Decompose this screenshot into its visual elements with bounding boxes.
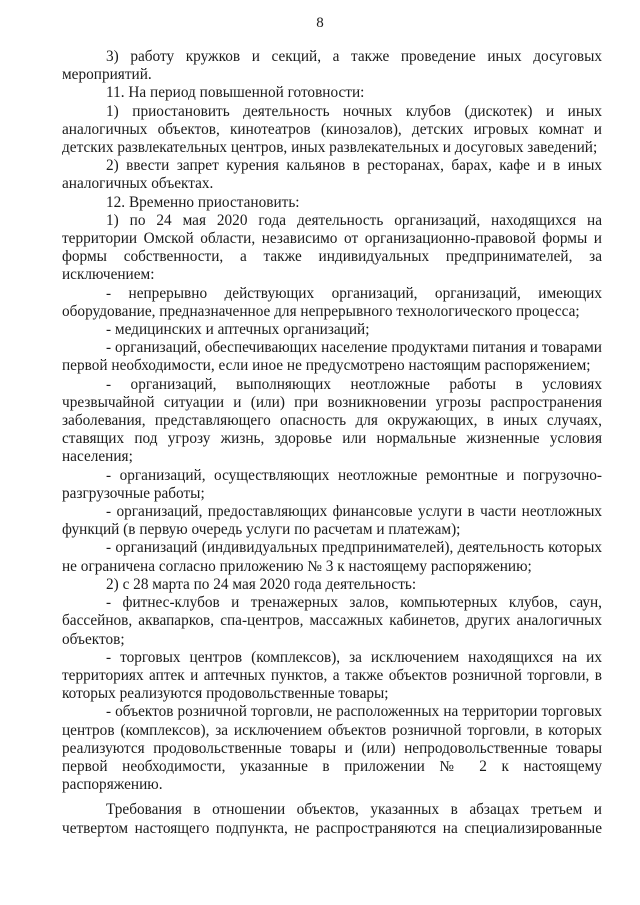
document-body [62, 48, 602, 838]
list-item-financial-services: - организаций, предоставляющих финансовые услуги в части неотложных функций (в первую очередь услуги по расчетам и платежам); [62, 503, 602, 539]
list-item-fitness-clubs: - фитнес-клубов и тренажерных залов, компьютерных клубов, саун, бассейнов, аквапарков, спа-центров, массажных кабинетов, других аналогичных объектов; [62, 594, 602, 648]
paragraph-3-leisure-events: 3) работу кружков и секций, а также проведение иных досуговых мероприятий. [62, 48, 602, 84]
paragraph-12-heading: 12. Временно приостановить: [106, 193, 300, 211]
list-item-appendix-3: - организаций (индивидуальных предпринимателей), деятельность которых не ограничена согласно приложению № 3 к настоящему распоряжению; [62, 539, 602, 575]
paragraph-12-1-organizations: 1) по 24 мая 2020 года деятельность организаций, находящихся на территории Омской области, независимо от организационно-правовой формы и формы собственности, а также индивидуальных предпринимателей, за исключением: [62, 211, 602, 284]
page-number: 8 [316, 15, 324, 31]
list-item-medical-organizations: - медицинских и аптечных организаций; [106, 321, 370, 339]
list-item-emergency-works: - организаций, выполняющих неотложные работы в условиях чрезвычайной ситуации и (или) при возникновении угрозы распространения заболевания, представляющего опасность для окружающих, в иных случаях, ставящих под угрозу жизнь, здоровье или нормальные жизненные условия населения; [62, 375, 602, 466]
paragraph-12-2-heading: 2) с 28 марта по 24 мая 2020 года деятельность: [106, 575, 417, 593]
list-item-shopping-centers: - торговых центров (комплексов), за исключением находящихся на их территориях аптек и аптечных пунктов, а также объектов розничной торговли, в которых реализуются продовольственные товары; [62, 648, 602, 703]
list-item-retail-objects: - объектов розничной торговли, не расположенных на территории торговых центров (комплексов), за исключением объектов розничной торговли, в которых реализуются продовольственные товары и (или) непродовольственные товары первой необходимости, указанные в приложении № 2 к настоящему распоряжению. [62, 703, 602, 794]
paragraph-11-2-hookah-ban: 2) ввести запрет курения кальянов в ресторанах, барах, кафе и в иных аналогичных объектах. [62, 157, 602, 193]
paragraph-11-heading: 11. На период повышенной готовности: [106, 84, 365, 102]
list-item-repair-loading-works: - организаций, осуществляющих неотложные ремонтные и погрузочно-разгрузочные работы; [62, 466, 602, 502]
list-item-continuous-operations: - непрерывно действующих организаций, организаций, имеющих оборудование, предназначенное для непрерывного технологического процесса; [62, 284, 602, 320]
list-item-food-supply: - организаций, обеспечивающих население продуктами питания и товарами первой необходимости, если иное не предусмотрено настоящим распоряжением; [62, 339, 602, 375]
paragraph-11-1-suspend-clubs: 1) приостановить деятельность ночных клубов (дискотек) и иных аналогичных объектов, кинотеатров (кинозалов), детских игровых комнат и детских развлекательных центров, иных развлекательных и досуговых заведений; [62, 102, 602, 157]
paragraph-requirements: Требования в отношении объектов, указанных в абзацах третьем и четвертом настоящего подпункта, не распространяются на специализированные [62, 801, 602, 837]
